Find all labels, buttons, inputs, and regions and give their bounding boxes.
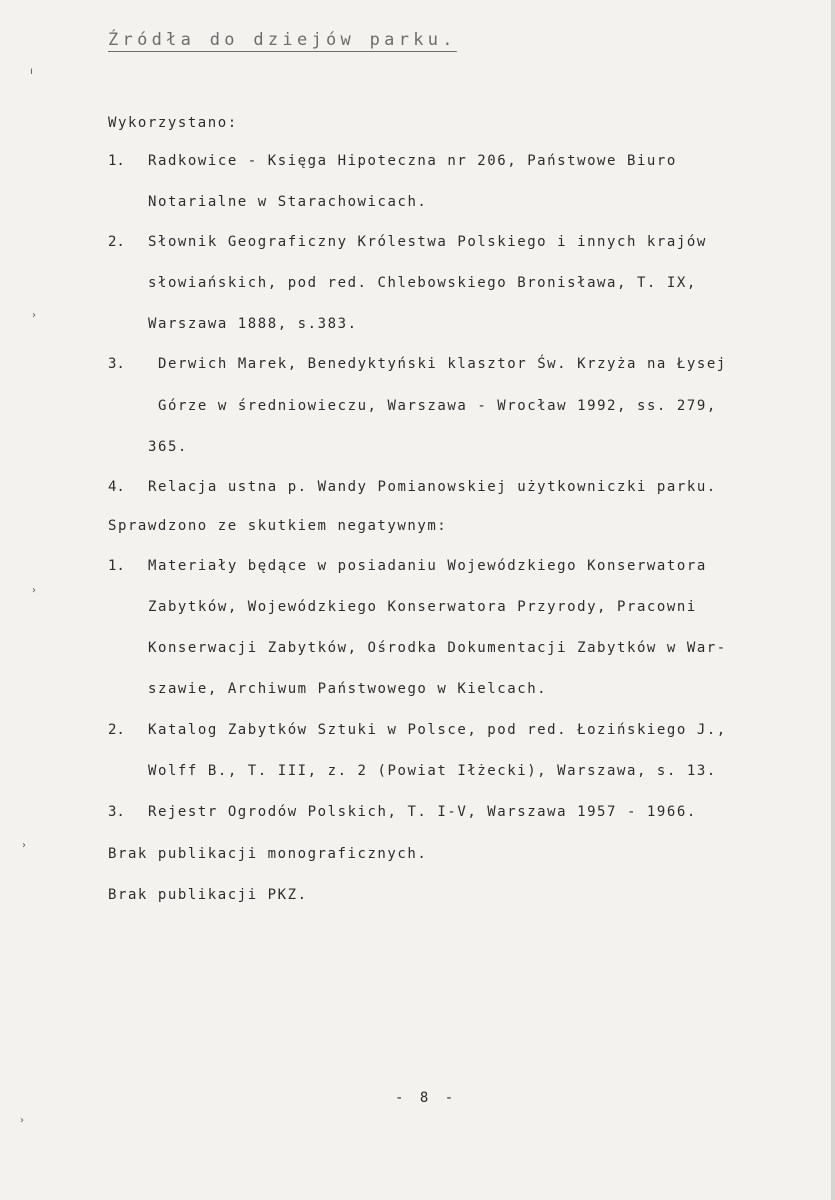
checked-item-number: 3. <box>108 804 125 820</box>
used-item-line: słowiańskich, pod red. Chlebowskiego Bronisława, T. IX, <box>148 275 697 291</box>
used-item-line: Słownik Geograficzny Królestwa Polskiego i innych krajów <box>148 234 707 250</box>
note-monographs: Brak publikacji monograficznych. <box>108 846 428 862</box>
checked-item-line: szawie, Archiwum Państwowego w Kielcach. <box>148 681 548 697</box>
used-item-line: Warszawa 1888, s.383. <box>148 316 358 332</box>
page-number: - 8 - <box>395 1090 458 1106</box>
margin-mark: › <box>32 585 36 596</box>
margin-mark: › <box>20 1115 24 1126</box>
page-edge <box>831 0 835 1200</box>
used-item-line: Radkowice - Księga Hipoteczna nr 206, Państwowe Biuro <box>148 153 677 169</box>
checked-item-line: Wolff B., T. III, z. 2 (Powiat Iłżecki), Warszawa, s. 13. <box>148 763 717 779</box>
checked-item-line: Materiały będące w posiadaniu Wojewódzkiego Konserwatora <box>148 558 707 574</box>
used-item-number: 3. <box>108 356 125 372</box>
margin-mark: › <box>32 310 36 321</box>
checked-item-line: Konserwacji Zabytków, Ośrodka Dokumentacji Zabytków w War- <box>148 640 727 656</box>
used-item-line: Relacja ustna p. Wandy Pomianowskiej użytkowniczki parku. <box>148 479 717 495</box>
used-item-number: 4. <box>108 479 125 495</box>
used-item-line: Notarialne w Starachowicach. <box>148 194 428 210</box>
margin-mark: ı <box>30 66 33 77</box>
checked-heading: Sprawdzono ze skutkiem negatywnym: <box>108 518 448 534</box>
checked-item-line: Zabytków, Wojewódzkiego Konserwatora Przyrody, Pracowni <box>148 599 697 615</box>
note-pkz: Brak publikacji PKZ. <box>108 887 308 903</box>
page-title: Źródła do dziejów parku. <box>108 30 457 50</box>
margin-mark: › <box>22 840 26 851</box>
checked-item-number: 2. <box>108 722 125 738</box>
checked-item-number: 1. <box>108 558 125 574</box>
used-item-line: Derwich Marek, Benedyktyński klasztor Św. Krzyża na Łysej <box>158 356 727 372</box>
checked-item-line: Rejestr Ogrodów Polskich, T. I-V, Warszawa 1957 - 1966. <box>148 804 697 820</box>
used-item-number: 2. <box>108 234 125 250</box>
used-item-line: Górze w średniowieczu, Warszawa - Wrocław 1992, ss. 279, <box>158 398 717 414</box>
checked-item-line: Katalog Zabytków Sztuki w Polsce, pod red. Łozińskiego J., <box>148 722 727 738</box>
used-heading: Wykorzystano: <box>108 115 238 131</box>
used-item-line: 365. <box>148 439 188 455</box>
used-item-number: 1. <box>108 153 125 169</box>
